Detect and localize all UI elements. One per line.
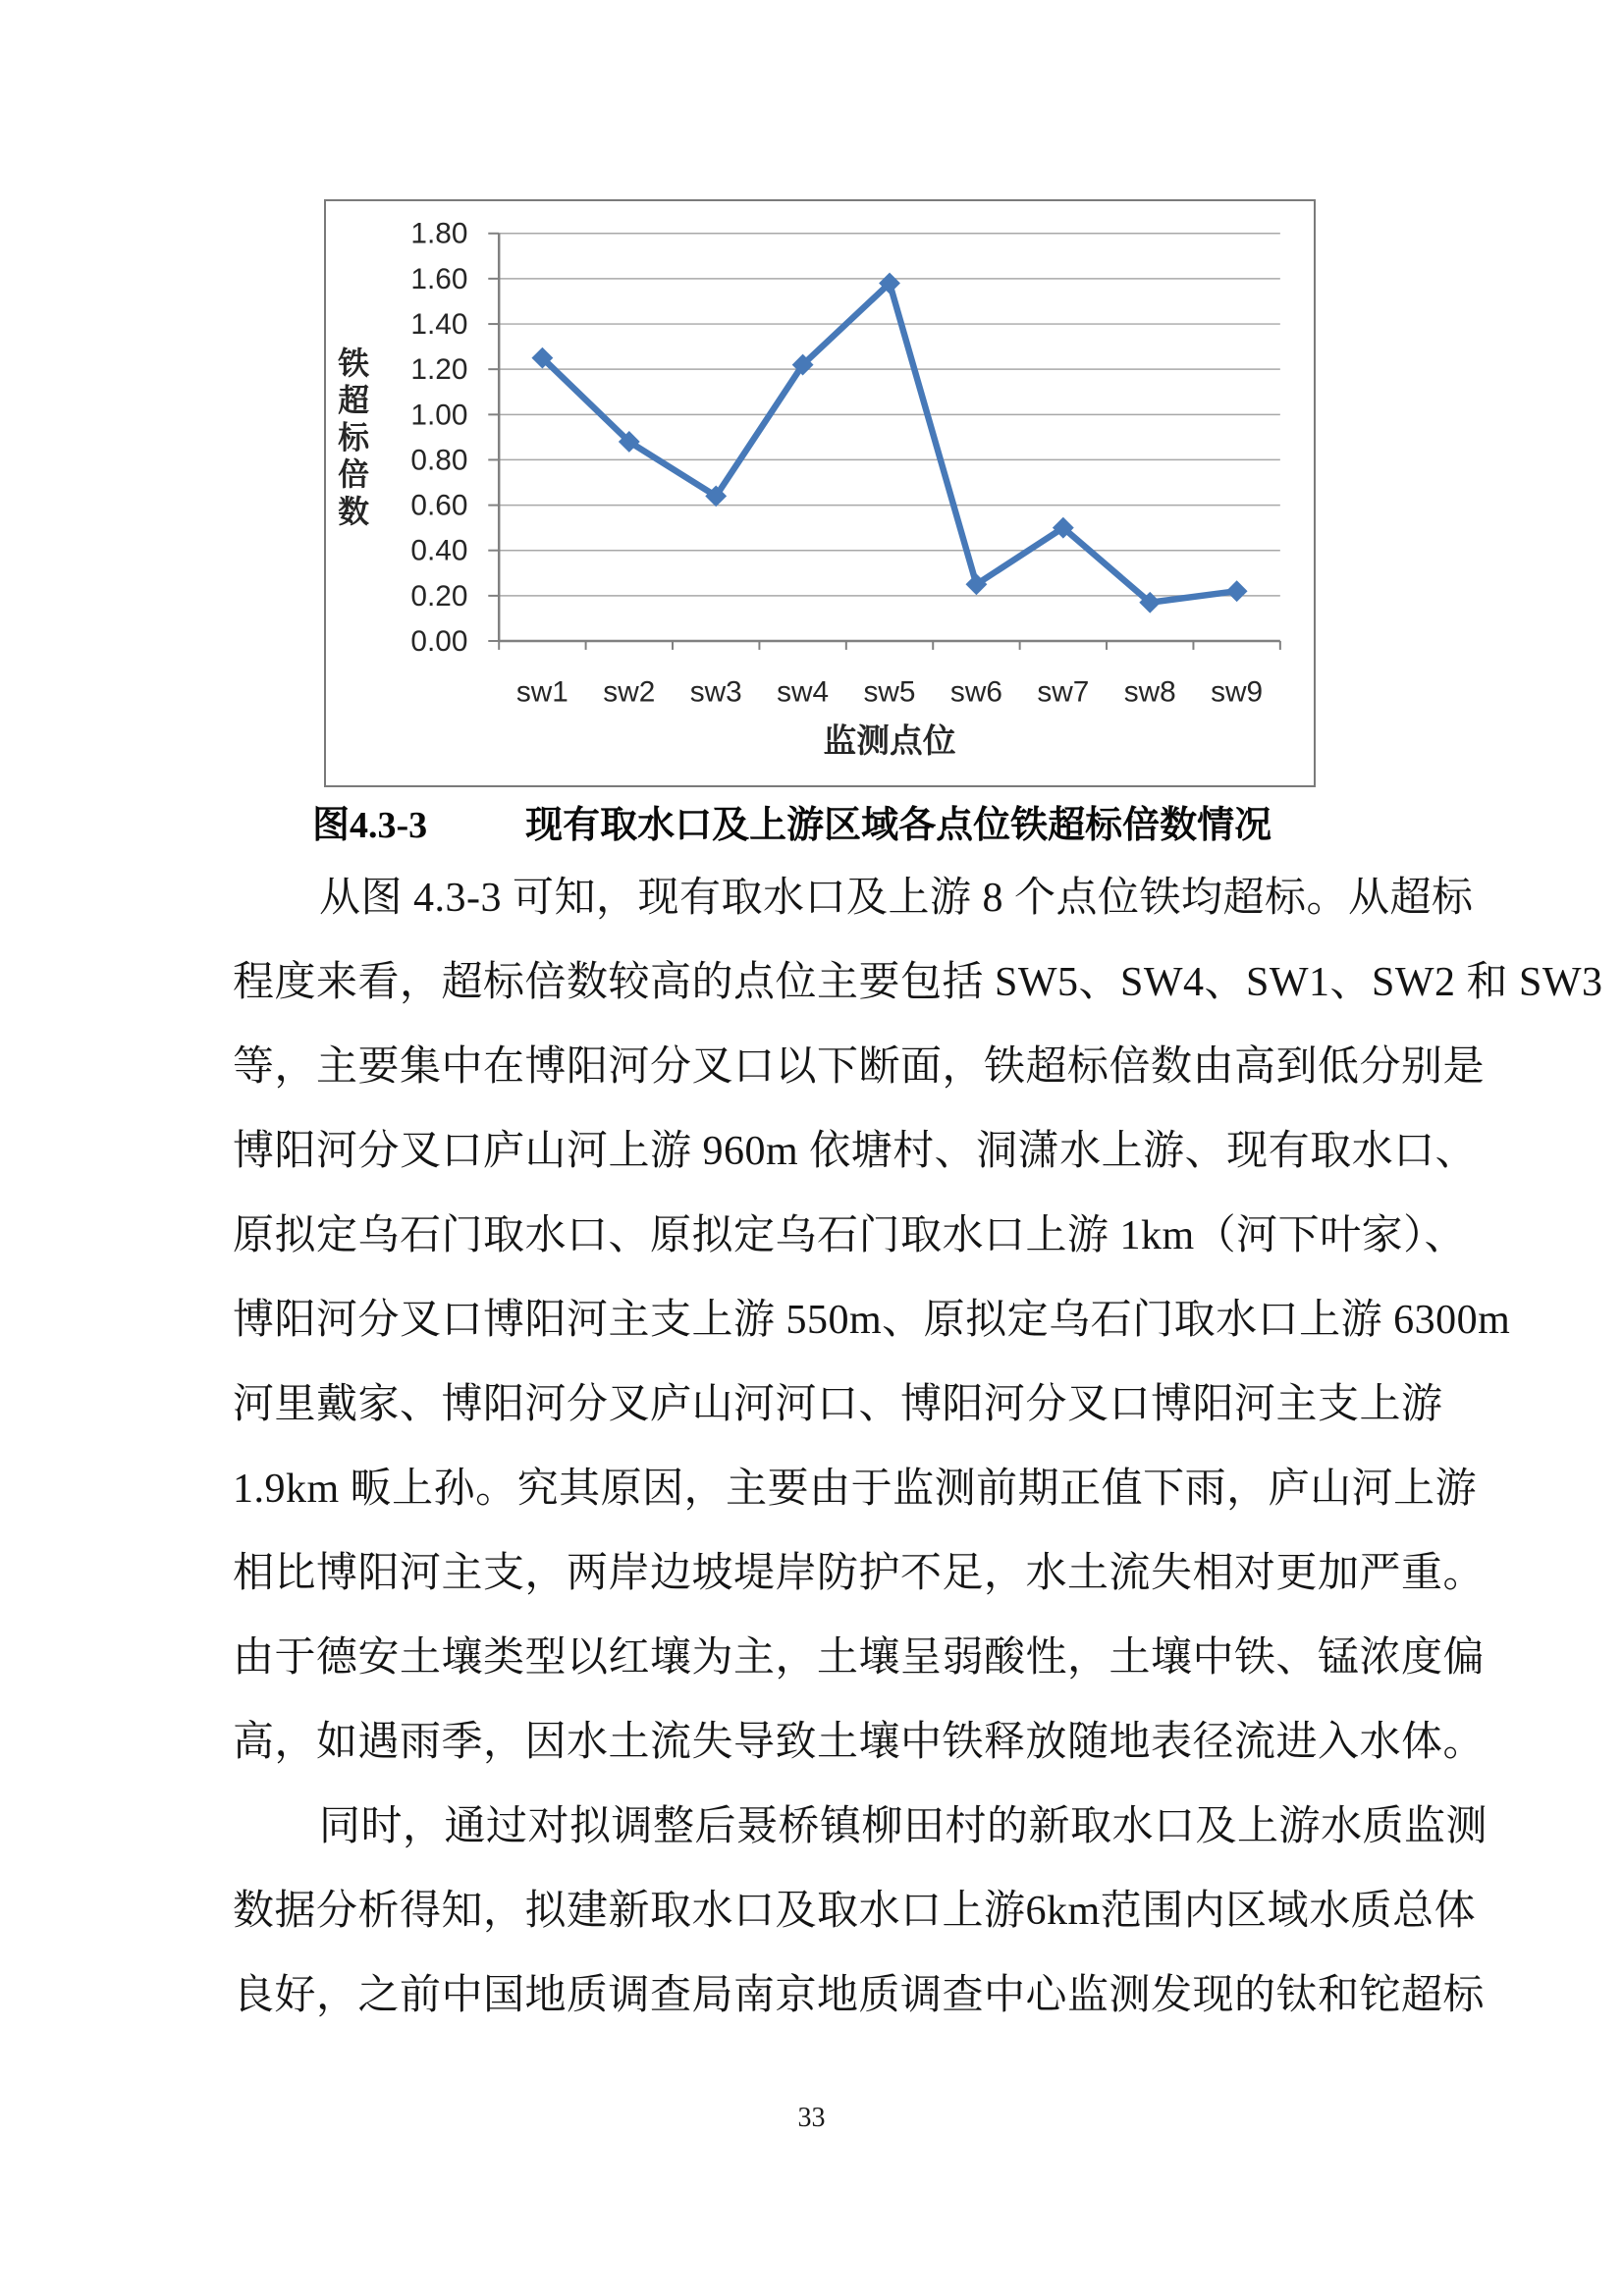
figure-caption-label: 图4.3-3 (312, 805, 428, 846)
y-axis-title-char: 超 (338, 382, 370, 418)
body-line: 博阳河分叉口庐山河上游 960m 依塘村、洞潇水上游、现有取水口、 (233, 1129, 1478, 1174)
body-line: 良好，之前中国地质调查局南京地质调查中心监测发现的钛和铊超标 (233, 1973, 1486, 2018)
body-line: 原拟定乌石门取水口、原拟定乌石门取水口上游 1km（河下叶家）、 (233, 1213, 1467, 1258)
figure-caption (312, 803, 1392, 848)
y-tick-label: 0.60 (410, 489, 468, 522)
body-line: 1.9km 畈上孙。究其原因，主要由于监测前期正值下雨，庐山河上游 (233, 1467, 1478, 1512)
y-tick-label: 1.60 (410, 262, 468, 295)
y-tick-label: 1.00 (410, 399, 468, 432)
body-text (233, 856, 1603, 2038)
body-line: 数据分析得知，拟建新取水口及取水口上游6km范围内区域水质总体 (233, 1889, 1477, 1934)
x-tick-label: sw4 (777, 675, 830, 709)
body-line: 博阳河分叉口博阳河主支上游 550m、原拟定乌石门取水口上游 6300m (233, 1298, 1511, 1343)
y-axis-title-char: 数 (338, 493, 370, 529)
body-line: 河里戴家、博阳河分叉庐山河河口、博阳河分叉口博阳河主支上游 (233, 1382, 1443, 1427)
x-tick-label: sw2 (603, 675, 656, 709)
y-tick-label: 0.20 (410, 579, 468, 613)
y-tick-label: 0.00 (410, 624, 468, 658)
y-tick-label: 1.80 (410, 217, 468, 250)
x-tick-label: sw6 (949, 675, 1002, 709)
y-tick-label: 0.40 (410, 534, 468, 567)
x-tick-label: sw9 (1211, 675, 1264, 709)
iron-exceedance-line-chart (326, 201, 1314, 785)
x-tick-label: sw1 (515, 675, 568, 709)
x-tick-label: sw5 (863, 675, 916, 709)
figure-4-3-3-chart-frame (324, 199, 1316, 787)
figure-caption-title: 现有取水口及上游区域各点位铁超标倍数情况 (525, 805, 1272, 846)
y-axis-title-char: 倍 (338, 456, 370, 493)
x-tick-label: sw3 (689, 675, 742, 709)
body-line: 同时，通过对拟调整后聂桥镇柳田村的新取水口及上游水质监测 (319, 1804, 1488, 1849)
y-tick-label: 1.40 (410, 307, 468, 341)
y-axis-title-char: 标 (338, 419, 370, 455)
body-line: 相比博阳河主支，两岸边坡堤岸防护不足，水土流失相对更加严重。 (233, 1551, 1486, 1596)
body-line: 高，如遇雨季，因水土流失导致土壤中铁释放随地表径流进入水体。 (233, 1720, 1486, 1765)
y-axis-title-char: 铁 (338, 345, 370, 381)
y-tick-label: 1.20 (410, 353, 468, 387)
body-line: 从图 4.3-3 可知，现有取水口及上游 8 个点位铁均超标。从超标 (319, 876, 1474, 921)
x-axis-title: 监测点位 (823, 722, 956, 761)
body-line: 等，主要集中在博阳河分叉口以下断面，铁超标倍数由高到低分别是 (233, 1044, 1486, 1090)
y-tick-label: 0.80 (410, 444, 468, 477)
data-line (542, 284, 1236, 603)
data-point-marker (1226, 580, 1248, 602)
body-line: 由于德安土壤类型以红壤为主，土壤呈弱酸性，土壤中铁、锰浓度偏 (233, 1635, 1486, 1681)
x-tick-label: sw7 (1037, 675, 1090, 709)
page-number: 33 (797, 2103, 826, 2133)
x-tick-label: sw8 (1123, 675, 1176, 709)
body-line: 程度来看，超标倍数较高的点位主要包括 SW5、SW4、SW1、SW2 和 SW3 (233, 960, 1603, 1005)
